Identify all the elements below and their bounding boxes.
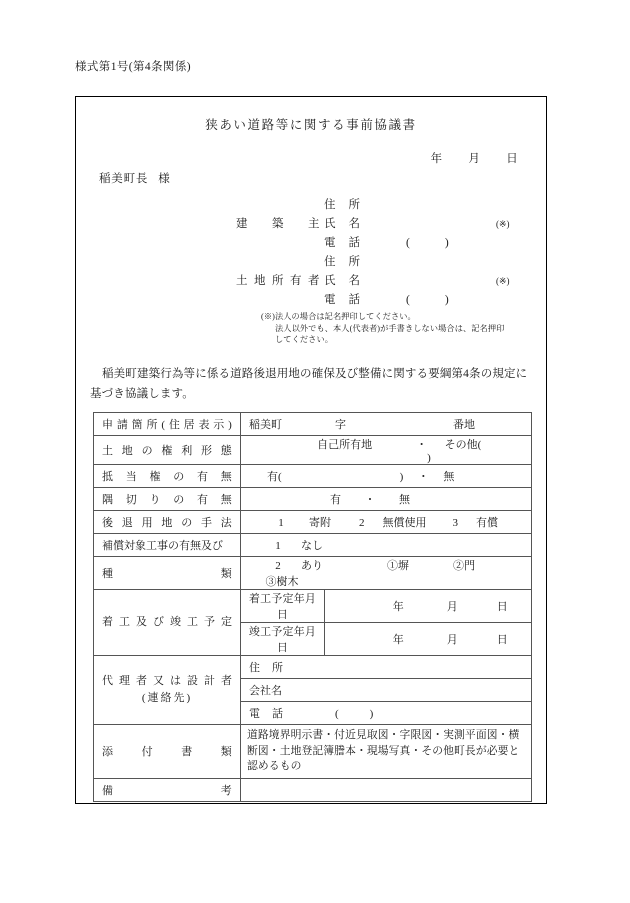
schedule-label (94, 590, 241, 656)
seal-note-line1: (※)法人の場合は記名押印してください。 (261, 312, 416, 321)
corner-cut-value-cell[interactable] (241, 488, 532, 511)
setback-method-option-3[interactable]: 有償 (476, 517, 498, 529)
table-row-compensation-yes (94, 557, 532, 590)
document-title: 狭あい道路等に関する事前協議書 (205, 118, 417, 132)
corner-cut-no[interactable]: 無 (399, 494, 410, 506)
landowner-name-label: 氏名 (324, 275, 360, 287)
date-day-label: 日 (506, 153, 518, 165)
addressee-honorific: 様 (158, 173, 171, 185)
attachments-label: 添付書類 (94, 725, 241, 779)
setback-method-option-2[interactable]: 無償使用 (382, 517, 427, 529)
attachments-value: 道路境界明示書・付近見取図・字限図・実測平面図・横断図・土地登記簿謄本・現場写真・その他町長が必要と認めるもの (241, 725, 532, 779)
location-aza: 字 (335, 419, 346, 431)
setback-method-value-cell[interactable] (241, 511, 532, 534)
land-right-label: 土地の権利形態 (94, 436, 241, 465)
seal-note-line3: してください。 (275, 335, 334, 344)
builder-address-row (76, 196, 546, 215)
compensation-type-tree[interactable]: ③樹木 (265, 576, 299, 588)
schedule-start-label: 着工予定年月日 (241, 590, 325, 623)
compensation-none-cell[interactable] (241, 534, 532, 557)
landowner-seal-mark: (※) (496, 276, 510, 286)
compensation-yes-cell[interactable] (241, 557, 532, 590)
builder-party-label: 建築主 (236, 218, 320, 230)
agent-address-cell[interactable] (241, 656, 532, 679)
builder-phone-row (76, 234, 546, 253)
landowner-address-row (76, 253, 546, 272)
compensation-label-line2: 種類 (94, 557, 241, 590)
compensation-option-yes[interactable]: あり (301, 560, 323, 572)
landowner-phone-row (76, 291, 546, 310)
land-right-value-cell[interactable] (241, 436, 532, 465)
setback-method-num-2: 2 (359, 517, 365, 529)
agent-address-label: 住所 (249, 662, 283, 674)
table-row-location (94, 413, 532, 436)
landowner-name-row (76, 272, 546, 291)
setback-method-option-1[interactable]: 寄附 (309, 517, 331, 529)
schedule-end-month: 月 (446, 634, 458, 646)
agent-phone-close: ) (369, 708, 375, 720)
location-value-cell[interactable] (241, 413, 532, 436)
agent-phone-open: ( (335, 708, 340, 720)
table-row-corner-cut (94, 488, 532, 511)
builder-phone-close: ) (444, 237, 450, 249)
table-row-schedule-start (94, 590, 532, 623)
table-row-compensation-none (94, 534, 532, 557)
location-banchi: 番地 (453, 419, 475, 431)
agent-company-cell[interactable] (241, 679, 532, 702)
mortgage-no[interactable]: 無 (443, 471, 455, 483)
builder-phone-open: ( (406, 237, 411, 249)
table-row-land-right (94, 436, 532, 465)
form-inner-content (76, 97, 546, 803)
table-row-remarks (94, 778, 532, 801)
table-row-setback-method (94, 511, 532, 534)
schedule-label-text: 着工及び竣工予定 (102, 616, 232, 628)
mortgage-yes[interactable]: 有( (267, 471, 282, 483)
mortgage-value-cell[interactable] (241, 465, 532, 488)
schedule-end-year: 年 (392, 634, 404, 646)
landowner-party-label: 土地所有者 (236, 275, 320, 287)
builder-address-label: 住所 (324, 199, 360, 211)
table-row-agent-address (94, 656, 532, 679)
agent-label-line2: (連絡先) (141, 692, 193, 704)
landowner-phone-close: ) (444, 294, 450, 306)
builder-phone-parens (406, 234, 450, 253)
builder-name-label: 氏名 (324, 218, 360, 230)
land-right-separator: ・ (416, 439, 428, 451)
form-number: 様式第1号(第4条関係) (75, 61, 191, 73)
seal-note-line2: 法人以外でも、本人(代表者)が手書きしない場合は、記名押印 (275, 323, 505, 333)
compensation-type-gate[interactable]: ②門 (453, 560, 475, 572)
compensation-type-fence[interactable]: ①塀 (387, 560, 409, 572)
corner-cut-label: 隅切りの有無 (94, 488, 241, 511)
setback-method-label: 後退用地の手法 (94, 511, 241, 534)
table-row-attachments (94, 725, 532, 779)
schedule-end-day: 日 (496, 634, 508, 646)
schedule-start-year: 年 (392, 601, 404, 613)
addressee (99, 170, 171, 186)
compensation-label-line1: 補償対象工事の有無及び (94, 534, 241, 557)
compensation-option-none[interactable]: なし (301, 540, 323, 552)
agent-phone-label: 電話 (249, 708, 283, 720)
land-right-option-own[interactable]: 自己所有地 (317, 439, 373, 451)
form-outer-frame (75, 96, 547, 804)
body-paragraph: 稲美町建築行為等に係る道路後退用地の確保及び整備に関する要綱第4条の規定に基づき協議します。 (90, 368, 528, 400)
schedule-start-value[interactable] (325, 590, 532, 623)
setback-method-num-3: 3 (452, 517, 458, 529)
schedule-end-label: 竣工予定年月日 (241, 623, 325, 656)
table-row-mortgage (94, 465, 532, 488)
addressee-name: 稲美町長 (99, 173, 149, 185)
land-right-option-other-close: ) (427, 452, 431, 464)
corner-cut-yes[interactable]: 有 (330, 494, 341, 506)
agent-company-label: 会社名 (249, 685, 282, 697)
landowner-address-label: 住所 (324, 256, 360, 268)
corner-cut-separator: ・ (364, 494, 376, 506)
compensation-num-1: 1 (275, 540, 281, 552)
mortgage-separator: ・ (417, 471, 429, 483)
application-form-table (93, 412, 532, 802)
land-right-option-other[interactable]: その他( (444, 439, 482, 451)
location-town: 稲美町 (249, 419, 282, 431)
party-block-landowner (76, 253, 546, 310)
landowner-phone-label: 電話 (324, 294, 360, 306)
agent-phone-parens (335, 708, 374, 720)
schedule-start-day: 日 (496, 601, 508, 613)
location-label: 申請箇所(住居表示) (94, 413, 241, 436)
landowner-phone-open: ( (406, 294, 411, 306)
date-line (431, 150, 518, 166)
agent-label-line1: 代理者又は設計者 (102, 675, 232, 687)
builder-name-row (76, 215, 546, 234)
remarks-value[interactable] (241, 778, 532, 801)
date-year-label: 年 (430, 153, 443, 165)
builder-phone-label: 電話 (324, 237, 360, 249)
seal-note (261, 311, 504, 346)
compensation-num-2: 2 (275, 560, 281, 572)
mortgage-yes-close: ) (399, 471, 404, 483)
agent-label (94, 656, 241, 725)
agent-phone-cell[interactable] (241, 702, 532, 725)
remarks-label: 備考 (94, 778, 241, 801)
schedule-end-value[interactable] (325, 623, 532, 656)
schedule-start-month: 月 (446, 601, 458, 613)
builder-seal-mark: (※) (496, 219, 510, 229)
date-month-label: 月 (468, 153, 481, 165)
setback-method-num-1: 1 (278, 517, 284, 529)
mortgage-label: 抵当権の有無 (94, 465, 241, 488)
party-block-builder (76, 196, 546, 253)
landowner-phone-parens (406, 291, 450, 310)
